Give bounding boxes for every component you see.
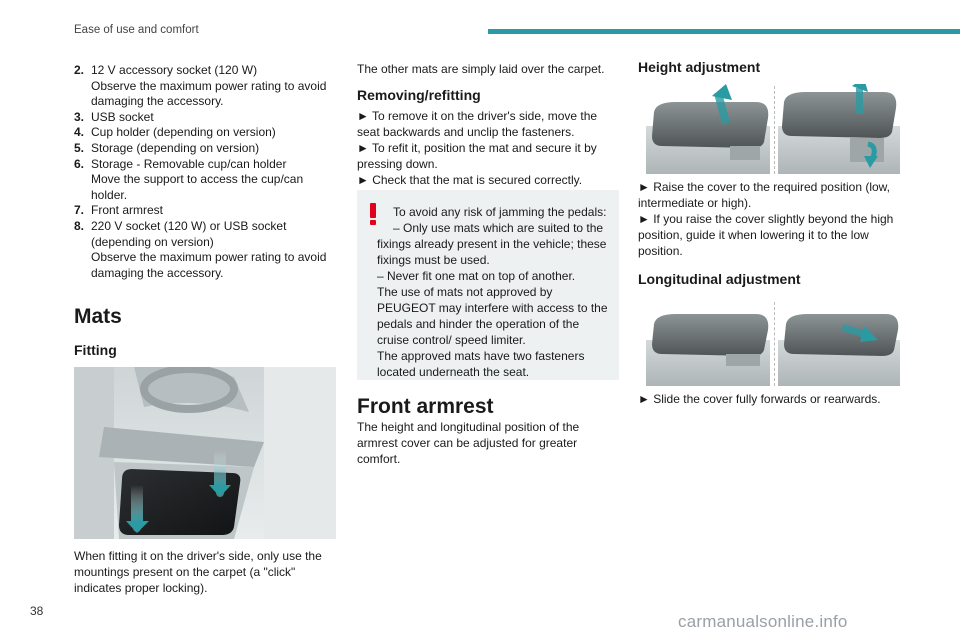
armrest-intro: The height and longitudinal position of the armrest cover can be adjusted for greater comfort. xyxy=(357,420,580,466)
other-mats-text: The other mats are simply laid over the carpet. xyxy=(357,62,605,76)
list-item-line: Move the support to access the cup/can holder. xyxy=(91,172,304,202)
list-item-line: Storage - Removable cup/can holder xyxy=(91,156,287,171)
list-item xyxy=(74,157,336,204)
fitting-heading: Fitting xyxy=(74,342,117,358)
removing-heading: Removing/refitting xyxy=(357,87,481,103)
warning-line: The use of mats not approved by PEUGEOT may interfere with access to the pedals and hinder the operation of the cruise control/ speed limiter. xyxy=(377,285,608,347)
longitudinal-steps xyxy=(638,391,908,407)
height-step: ► Raise the cover to the required position (low, intermediate or high). xyxy=(638,180,891,210)
list-item-line: 220 V socket (120 W) or USB socket (depending on version) xyxy=(91,218,287,249)
list-item-number: 2. xyxy=(74,63,85,77)
list-item xyxy=(74,125,336,141)
list-item-text xyxy=(91,157,336,204)
list-item-number: 7. xyxy=(74,203,85,218)
height-adjustment-illustration xyxy=(646,84,900,174)
height-step: ► If you raise the cover slightly beyond the high position, guide it when lowering it to the low position. xyxy=(638,212,894,258)
list-item-text: Cup holder (depending on version) xyxy=(91,125,276,140)
removing-step: ► To remove it on the driver's side, move the seat backwards and unclip the fasteners. xyxy=(357,109,598,139)
longitudinal-adjustment-heading: Longitudinal adjustment xyxy=(638,271,801,287)
front-armrest-heading: Front armrest xyxy=(357,395,494,418)
warning-box xyxy=(357,190,619,380)
warning-text xyxy=(367,204,609,380)
list-item-text xyxy=(91,219,336,281)
list-item-number: 5. xyxy=(74,140,85,155)
list-item xyxy=(74,219,336,281)
list-item-text: Storage (depending on version) xyxy=(91,140,260,155)
longitudinal-adjustment-svg xyxy=(646,300,900,386)
warning-exclamation-icon xyxy=(366,202,380,226)
page-number: 38 xyxy=(30,604,44,618)
image-divider xyxy=(774,302,775,386)
list-item-text: Front armrest xyxy=(91,203,164,218)
watermark: carmanualsonline.info xyxy=(678,612,848,631)
list-item-number: 6. xyxy=(74,156,85,171)
warning-body xyxy=(377,236,609,380)
fitting-caption: When fitting it on the driver's side, only use the mountings present on the carpet (a "click" indicates proper locking). xyxy=(74,549,322,595)
component-list xyxy=(74,63,336,281)
section-title: Ease of use and comfort xyxy=(74,24,199,36)
warning-line: fixings already present in the vehicle; these fixings must be used. xyxy=(377,237,607,267)
list-item-number: 8. xyxy=(74,218,85,233)
mat-fitting-svg xyxy=(74,367,336,539)
list-item-text: USB socket xyxy=(91,109,154,124)
list-item xyxy=(74,203,336,219)
image-divider xyxy=(774,86,775,174)
list-item-line: Observe the maximum power rating to avoid damaging the accessory. xyxy=(91,250,327,280)
list-item-line: 12 V accessory socket (120 W) xyxy=(91,63,258,77)
height-adjustment-svg xyxy=(646,84,900,174)
warning-line: – Only use mats which are suited to the xyxy=(393,221,604,235)
list-item-number: 4. xyxy=(74,125,85,140)
list-item-number: 3. xyxy=(74,109,85,124)
removing-step: ► To refit it, position the mat and secure it by pressing down. xyxy=(357,141,597,171)
list-item xyxy=(74,63,336,110)
longitudinal-adjustment-illustration xyxy=(646,300,900,386)
removing-step: ► Check that the mat is secured correctly. xyxy=(357,173,583,187)
list-item xyxy=(74,141,336,157)
longitudinal-step: ► Slide the cover fully forwards or rearwards. xyxy=(638,392,881,406)
list-item xyxy=(74,110,336,126)
warning-line: The approved mats have two fasteners located underneath the seat. xyxy=(377,349,585,379)
header-accent-bar xyxy=(488,29,960,34)
mats-heading: Mats xyxy=(74,305,122,328)
height-steps xyxy=(638,179,908,259)
list-item-line: Observe the maximum power rating to avoid damaging the accessory. xyxy=(91,78,327,109)
warning-line: – Never fit one mat on top of another. xyxy=(377,269,576,283)
warning-line: To avoid any risk of jamming the pedals: xyxy=(393,205,607,219)
list-item-text xyxy=(91,63,336,110)
height-adjustment-heading: Height adjustment xyxy=(638,59,761,75)
mat-fitting-illustration xyxy=(74,367,336,539)
removing-steps xyxy=(357,108,617,188)
